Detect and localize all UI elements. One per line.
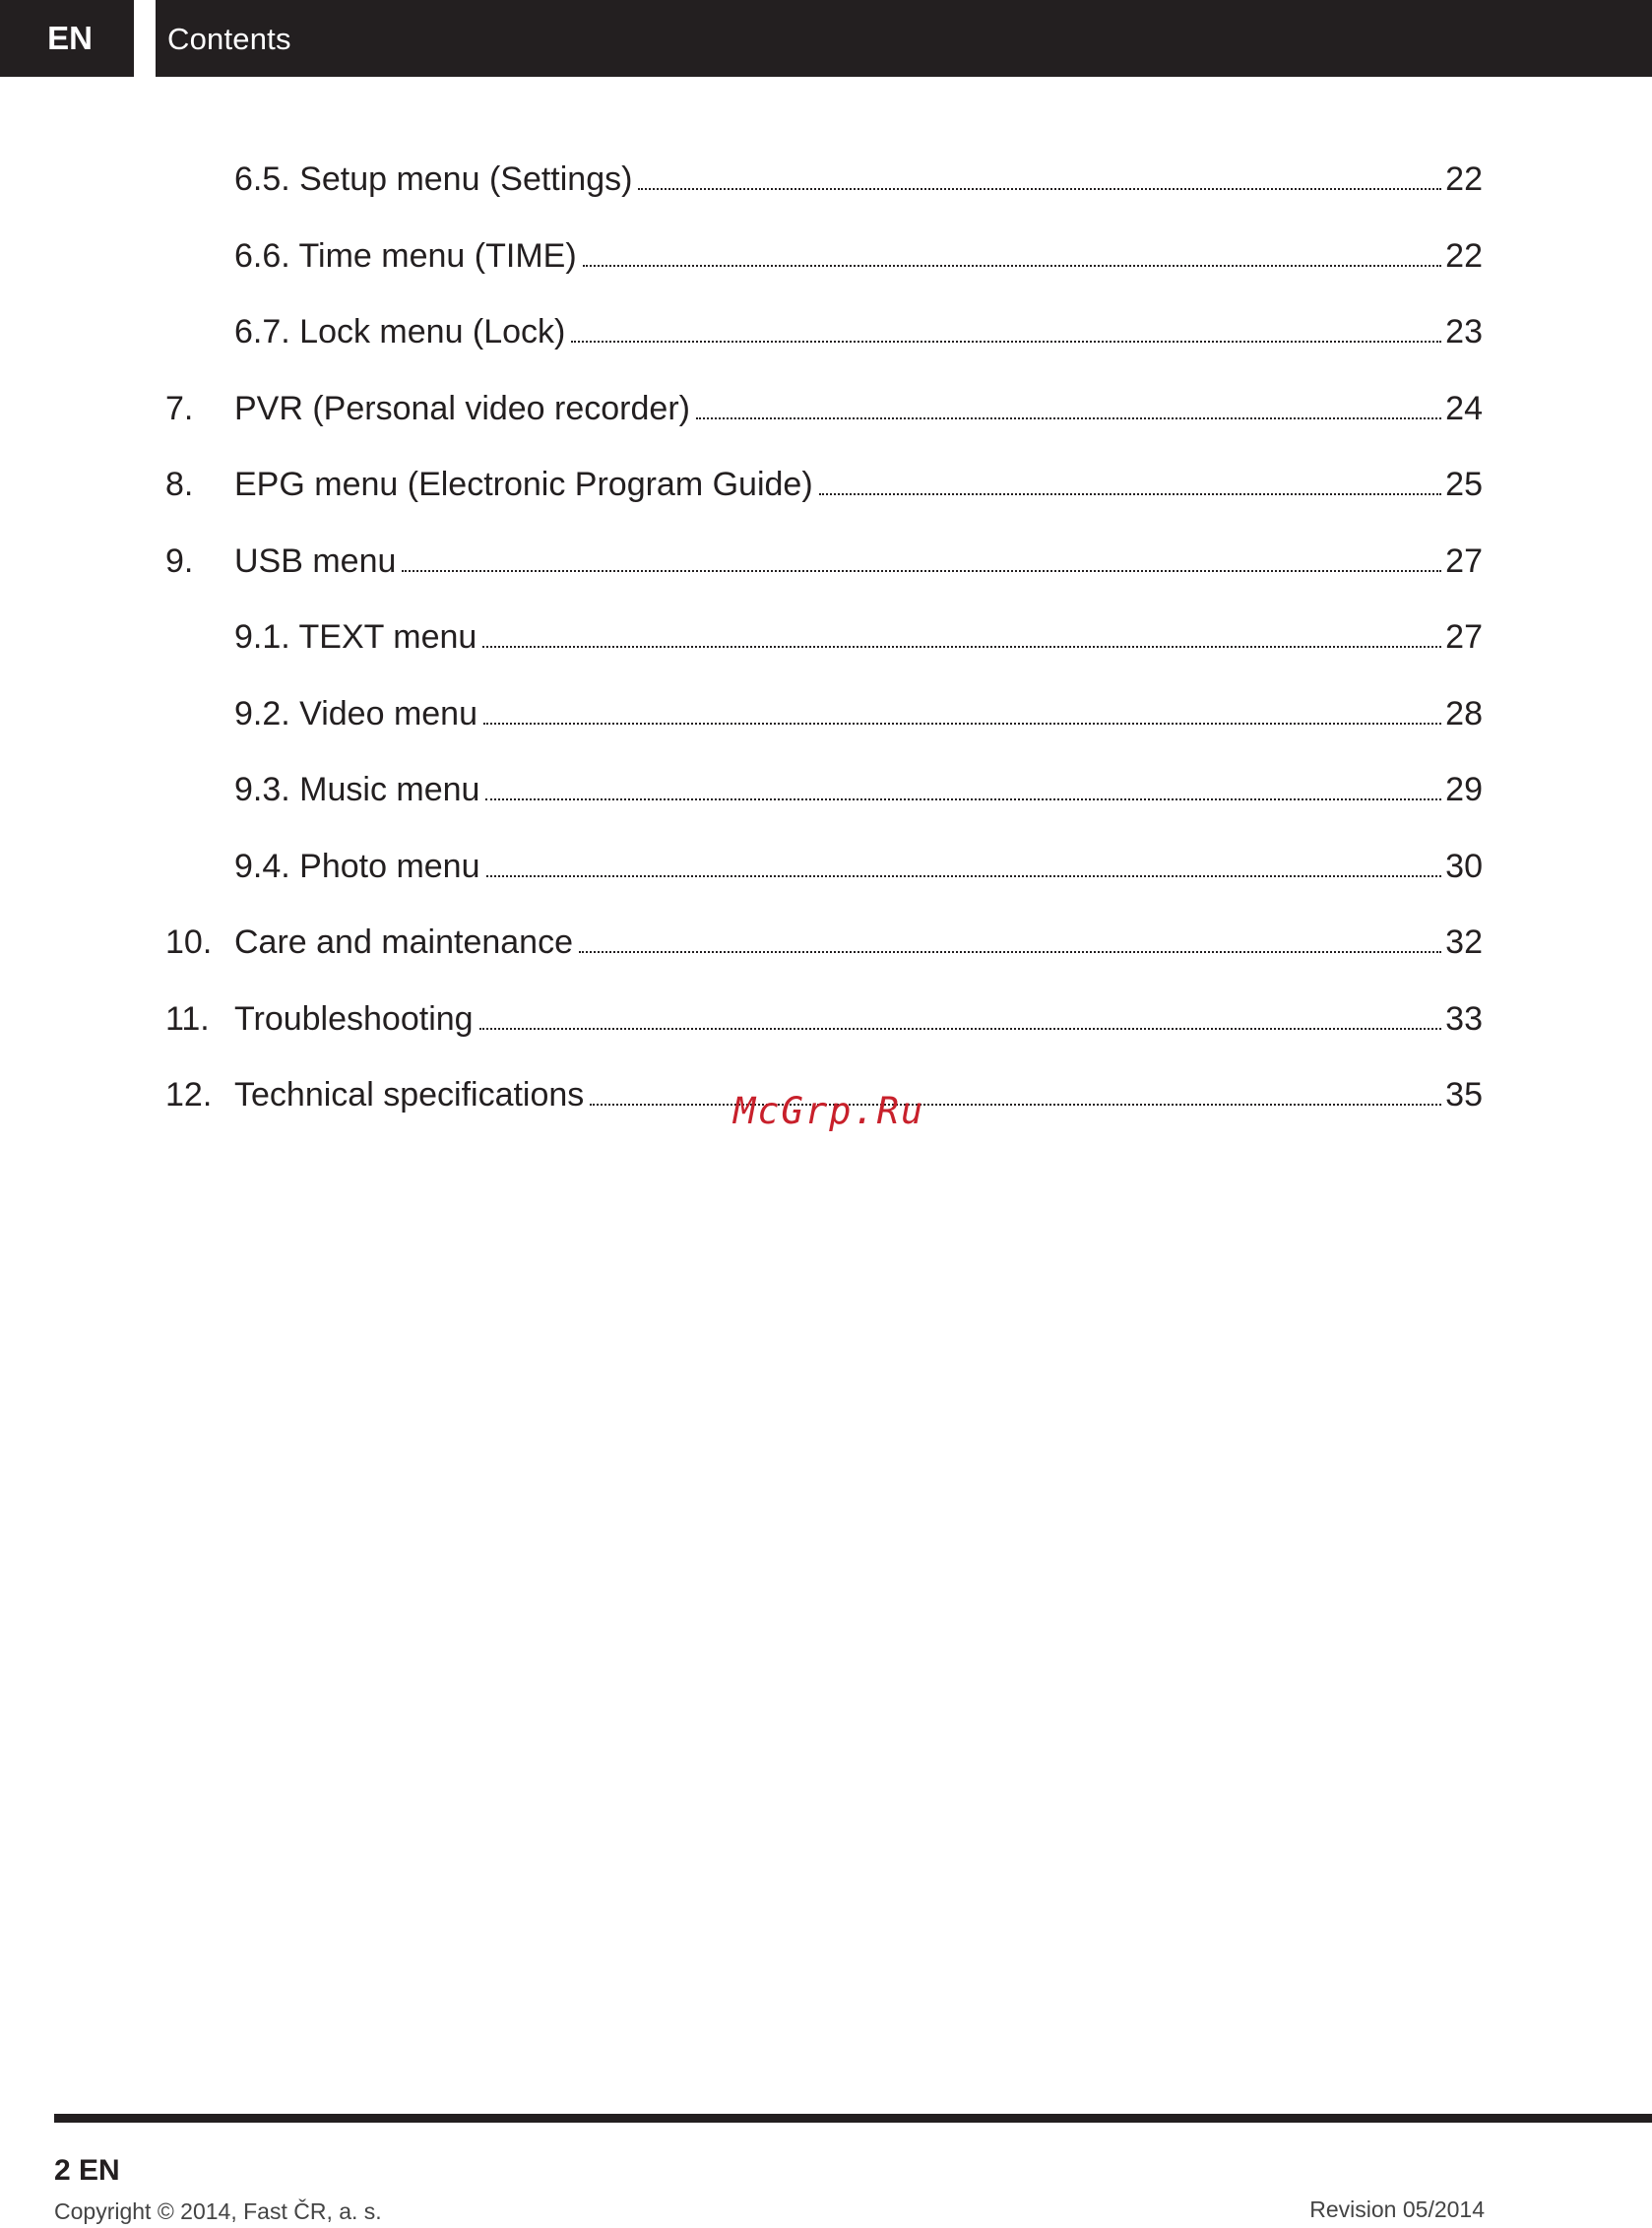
toc-number: 9. [165,541,194,580]
toc-entry[interactable] [0,150,1652,209]
toc-title: 9.1. TEXT menu [234,618,477,656]
toc-title: 6.5. Setup menu (Settings) [234,160,633,198]
header-divider [134,0,156,77]
toc-page-number: 27 [1445,541,1483,580]
toc-leader-dots [485,797,1441,800]
toc-leader-dots [486,874,1442,877]
toc-title: 9.4. Photo menu [234,847,480,885]
watermark: McGrp.Ru [733,1090,925,1132]
toc-leader-dots [483,722,1441,725]
toc-number: 8. [165,466,194,503]
footer-revision: Revision 05/2014 [1309,2196,1485,2222]
toc-entry[interactable] [0,760,1652,819]
toc-title: PVR (Personal video recorder) [234,389,690,427]
toc-leader-dots [579,950,1441,953]
toc-page-number: 29 [1445,771,1483,808]
toc-page-number: 27 [1445,618,1483,656]
toc-title: Care and maintenance [234,923,574,961]
toc-leader-dots [479,1027,1442,1030]
toc-leader-dots [402,569,1441,572]
toc-page-number: 28 [1445,694,1483,732]
toc-title: Technical specifications [234,1076,585,1114]
toc-entry[interactable] [0,226,1652,286]
toc-leader-dots [571,340,1441,343]
toc-leader-dots [696,416,1441,419]
toc-entry[interactable] [0,989,1652,1049]
toc-entry[interactable] [0,379,1652,438]
footer-page-number: 2 EN [54,2154,120,2187]
toc-page-number: 33 [1445,999,1483,1038]
toc-entry[interactable] [0,455,1652,514]
toc-leader-dots [819,492,1442,495]
toc-entry[interactable] [0,532,1652,591]
toc-page-number: 25 [1445,466,1483,503]
toc-page-number: 22 [1445,160,1483,198]
toc-entry[interactable] [0,837,1652,896]
toc-number: 10. [165,923,213,961]
toc-leader-dots [482,645,1441,648]
toc-title: 6.6. Time menu (TIME) [234,236,577,275]
toc-title: USB menu [234,541,397,580]
toc-entry[interactable] [0,607,1652,667]
toc-title: 9.2. Video menu [234,694,477,732]
toc-leader-dots [583,264,1442,267]
toc-leader-dots [638,187,1441,190]
toc-page-number: 22 [1445,236,1483,275]
toc-number: 12. [165,1076,213,1114]
toc-title: EPG menu (Electronic Program Guide) [234,466,813,503]
toc-page-number: 30 [1445,847,1483,885]
page-title: Contents [167,22,291,56]
toc-number: 7. [165,389,194,427]
toc-title: 6.7. Lock menu (Lock) [234,313,566,350]
footer-copyright: Copyright © 2014, Fast ČR, a. s. [54,2198,382,2224]
toc-title: Troubleshooting [234,999,474,1038]
toc-page-number: 24 [1445,389,1483,427]
toc-entry[interactable] [0,302,1652,361]
toc-page-number: 23 [1445,313,1483,350]
toc-title: 9.3. Music menu [234,771,480,808]
toc-number: 11. [165,999,210,1038]
toc-page-number: 32 [1445,923,1483,961]
toc-entry[interactable] [0,913,1652,972]
toc-page-number: 35 [1445,1076,1483,1114]
toc-entry[interactable] [0,684,1652,743]
footer-rule [54,2114,1652,2123]
toc-leader-dots [590,1103,1441,1106]
language-tab: EN [0,0,134,77]
